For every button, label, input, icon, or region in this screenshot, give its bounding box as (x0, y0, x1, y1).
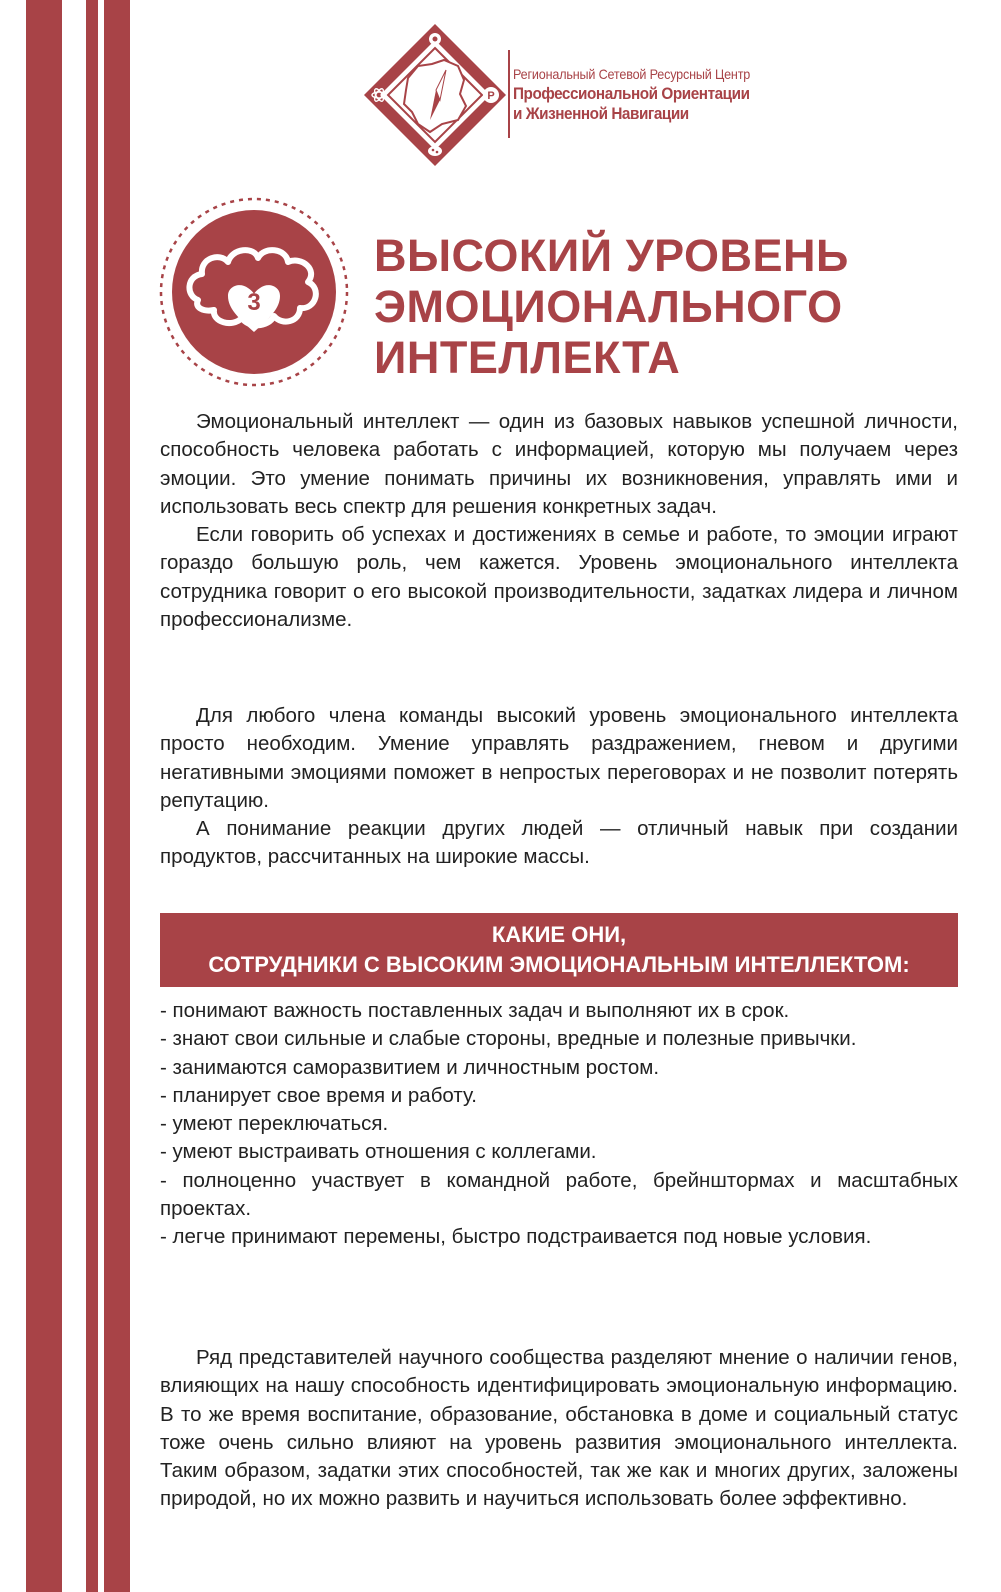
logo-divider (508, 50, 510, 138)
section-number-badge (158, 196, 350, 388)
intro-paragraph-2: Если говорить об успехах и достижениях в семье и работе, то эмоции играют гораздо большую роль, чем кажется. Уровень эмоционального интеллекта сотрудника говорит о его высокой производительности, задатках лидера и личном профессионализме. (160, 523, 958, 632)
list-item: - умеют выстраивать отношения с коллегами. (160, 1140, 597, 1164)
decorative-stripe-wide (26, 0, 62, 1592)
conclusion-paragraph: Ряд представителей научного сообщества разделяют мнение о наличии генов, влияющих на нашу способность идентифицировать эмоциональную информацию. В то же время воспитание, образование, обстановка в доме и социальный статус тоже очень сильно влияют на уровень развития эмоционального интеллекта. Таким образом, задатки этих способностей, так же как и многих других, заложены природой, но их можно развить и научиться использовать более эффективно. (160, 1346, 958, 1511)
organization-logo (360, 20, 760, 170)
compass-logo-icon (360, 20, 510, 170)
conclusion-section (160, 1344, 958, 1514)
palette-icon (428, 146, 442, 156)
title-line-2: ЭМОЦИОНАЛЬНОГО (374, 281, 843, 332)
intro-paragraph-1: Эмоциональный интеллект — один из базовых навыков успешной личности, способность человека работать с информацией, которую мы получаем через эмоции. Это умение понимать причины их возникновения, управлять ими и использовать весь спектр для решения конкретных задач. (160, 410, 958, 518)
logo-line-3: и Жизненной Навигации (513, 104, 689, 123)
decorative-stripe-medium (104, 0, 130, 1592)
gear-icon (429, 33, 441, 45)
list-item: - легче принимают перемены, быстро подстраивается под новые условия. (160, 1225, 872, 1249)
intro-section (160, 408, 958, 634)
traits-list (160, 997, 958, 1252)
logo-line-2: Профессиональной Ориентации (513, 84, 750, 103)
team-paragraph-2: А понимание реакции других людей — отличный навык при создании продуктов, рассчитанных на широкие массы. (160, 817, 958, 869)
list-item: - понимают важность поставленных задач и выполняют их в срок. (160, 999, 790, 1022)
title-line-3: ИНТЕЛЛЕКТА (374, 332, 681, 383)
list-item: - полноценно участвует в командной работе, брейнштормах и масштабных проектах. (160, 1168, 958, 1221)
decorative-stripe-thin (86, 0, 98, 1592)
logo-text (513, 64, 776, 124)
title-line-1: ВЫСОКИЙ УРОВЕНЬ (374, 230, 849, 281)
logo-line-1: Региональный Сетевой Ресурсный Центр (513, 66, 751, 82)
svg-text:Р: Р (487, 90, 495, 102)
list-item: - умеют переключаться. (160, 1112, 389, 1136)
list-item: - знают свои сильные и слабые стороны, вредные и полезные привычки. (160, 1027, 857, 1051)
page-title (374, 230, 954, 383)
section-number: 3 (247, 289, 261, 316)
banner-line-1: КАКИЕ ОНИ, (491, 922, 627, 947)
traits-banner (160, 913, 958, 987)
team-section (160, 702, 958, 872)
ruble-icon (483, 87, 499, 103)
list-item: - планирует свое время и работу. (160, 1083, 477, 1107)
list-item: - занимаются саморазвитием и личностным ростом. (160, 1055, 660, 1079)
team-paragraph-1: Для любого члена команды высокий уровень эмоционального интеллекта просто необходим. Умение управлять раздражением, гневом и другими негативными эмоциями поможет в непростых переговорах и не позволит потерять репутацию. (160, 704, 958, 812)
banner-line-2: СОТРУДНИКИ С ВЫСОКИМ ЭМОЦИОНАЛЬНЫМ ИНТЕЛЛЕКТОМ: (208, 952, 910, 977)
